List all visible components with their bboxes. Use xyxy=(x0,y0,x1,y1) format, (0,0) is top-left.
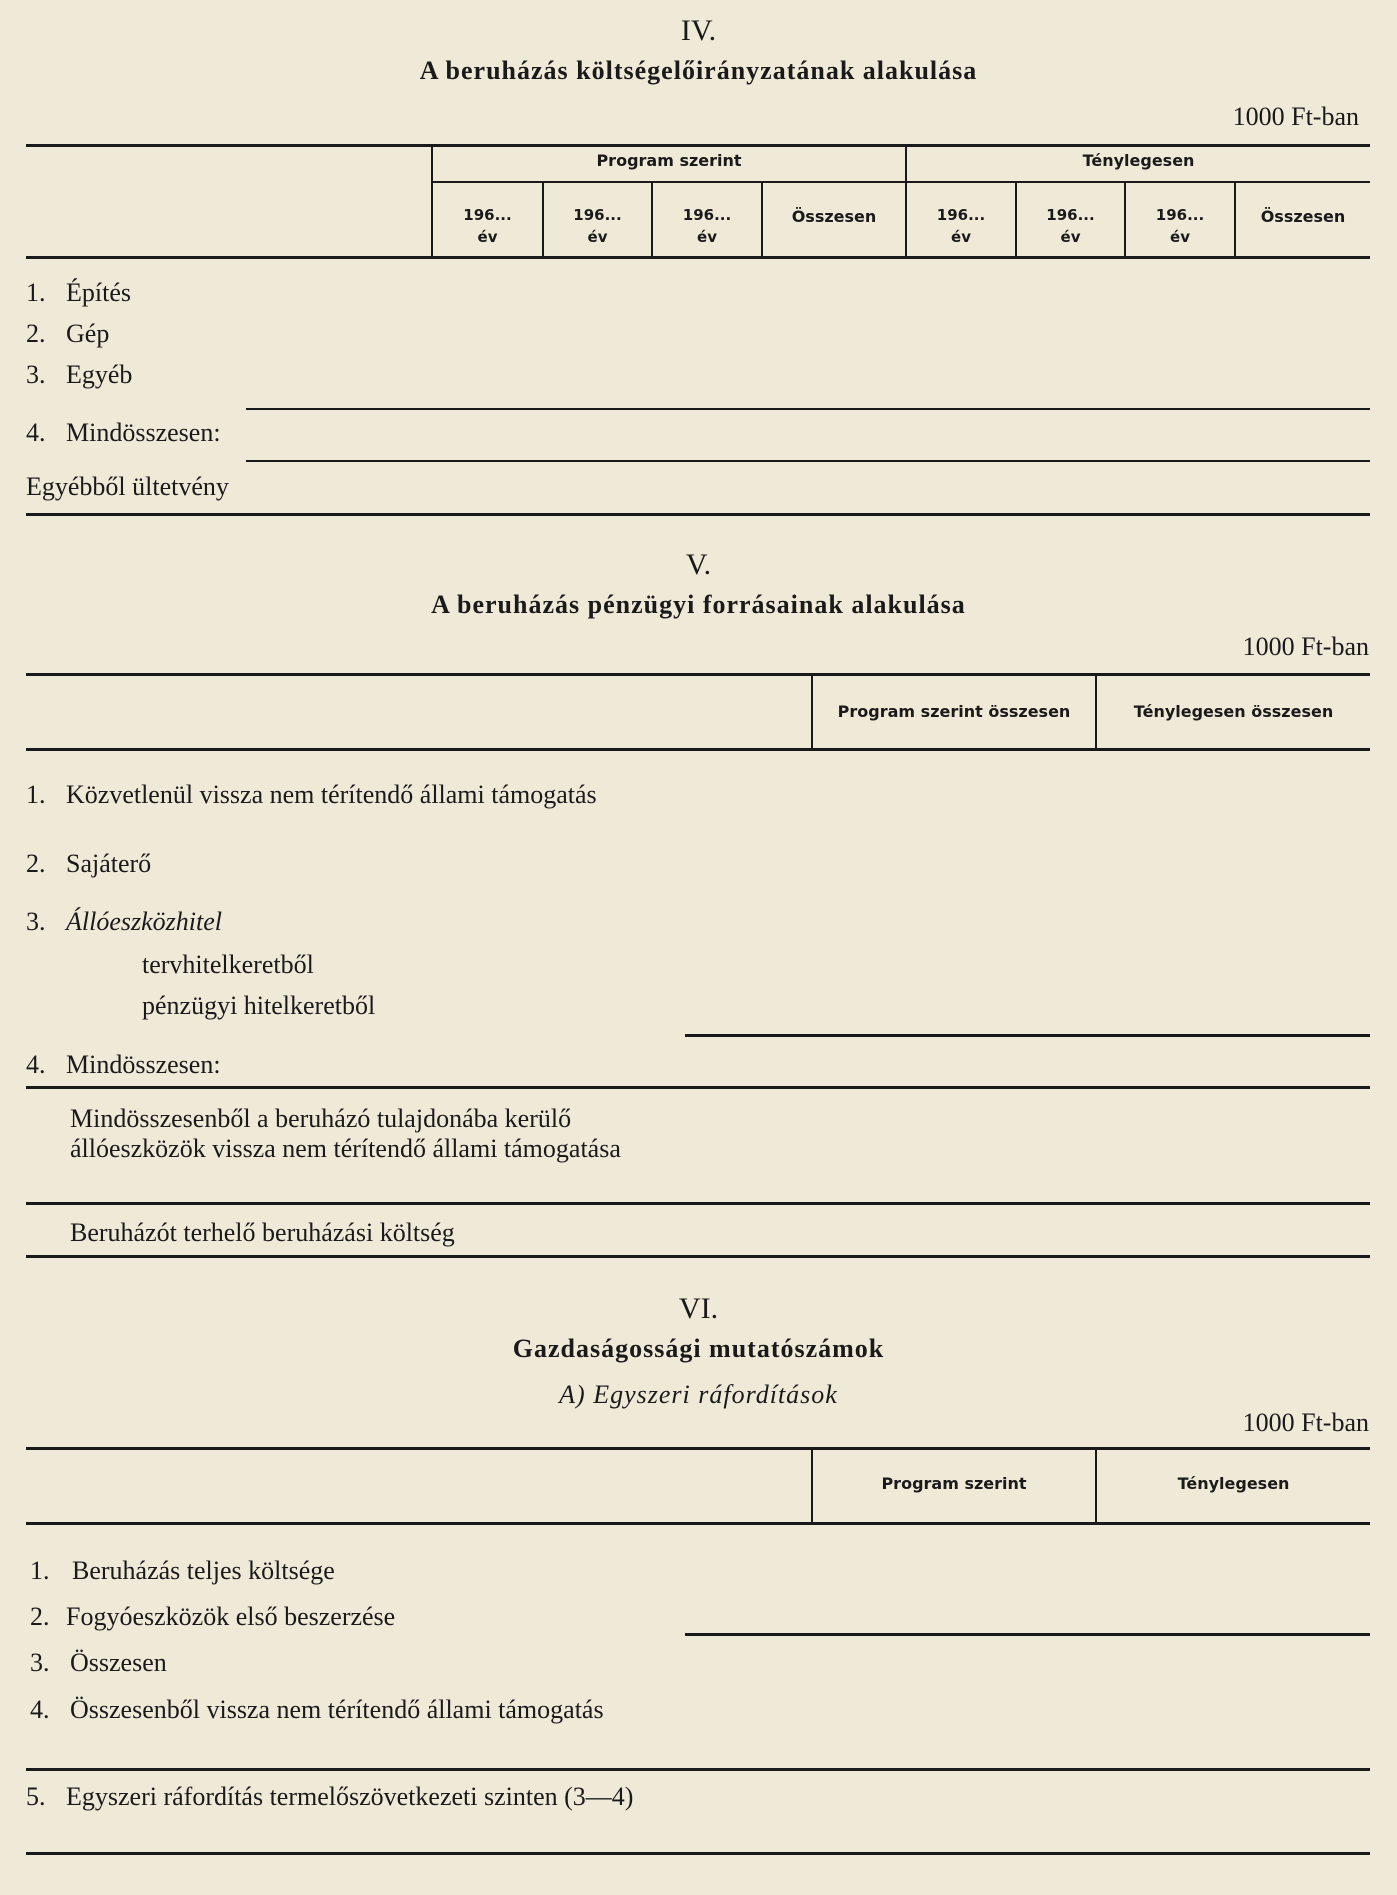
table-v-top-rule xyxy=(26,673,1370,676)
header-year xyxy=(907,204,1015,248)
row-number: 3. xyxy=(30,1648,50,1677)
row-label: Mindösszesen: xyxy=(66,1050,221,1079)
row-label: Egyéb xyxy=(66,360,133,389)
row-number: 3. xyxy=(26,907,46,936)
year-suffix: év xyxy=(697,228,717,246)
year-suffix: év xyxy=(477,228,498,246)
row-number: 1. xyxy=(26,780,46,809)
year-suffix: év xyxy=(1170,228,1190,246)
row-label: Összesen xyxy=(70,1648,167,1677)
row-label: Gép xyxy=(66,319,110,348)
header-year xyxy=(544,204,651,248)
table-row: tervhitelkeretből xyxy=(142,950,314,979)
table-vi-header-rule xyxy=(26,1522,1370,1525)
header-actual: Ténylegesen xyxy=(1177,1474,1290,1493)
total-rule xyxy=(246,460,1370,462)
row-number: 2. xyxy=(26,849,46,878)
table-row xyxy=(26,418,221,448)
header-year xyxy=(1017,204,1124,248)
subtotal-rule xyxy=(685,1633,1370,1636)
table-row: pénzügyi hitelkeretből xyxy=(142,991,376,1020)
table-iv-bottom-rule xyxy=(26,513,1370,516)
year-label: 196... xyxy=(936,206,986,224)
row-number: 4. xyxy=(26,1050,46,1079)
table-row: Egyébből ültetvény xyxy=(26,472,229,501)
table-row xyxy=(30,1695,690,1725)
row-label: Fogyóeszközök első beszerzése xyxy=(66,1602,396,1631)
table-row xyxy=(30,1648,167,1678)
section-iv-unit: 1000 Ft-ban xyxy=(1232,102,1359,131)
header-year xyxy=(653,204,761,248)
year-label: 196... xyxy=(682,206,732,224)
table-row xyxy=(26,1782,696,1812)
header-year xyxy=(1126,204,1234,248)
header-total: Összesen xyxy=(791,207,877,226)
row-label: Közvetlenül vissza nem térítendő állami támogatás xyxy=(66,780,597,809)
row-number: 2. xyxy=(26,319,46,348)
year-label: 196... xyxy=(1155,206,1205,224)
table-vi-bottom-rule xyxy=(26,1852,1370,1855)
row-label: Összesenből vissza nem térítendő állami támogatás xyxy=(70,1695,604,1724)
table-iv-header-rule xyxy=(26,256,1370,259)
section-vi-title: Gazdaságossági mutatószámok xyxy=(512,1334,885,1363)
table-row xyxy=(26,849,151,879)
section-vi-number: VI. xyxy=(678,1292,719,1325)
table-row xyxy=(26,907,222,937)
table-row xyxy=(26,278,131,308)
row-number: 2. xyxy=(30,1602,50,1631)
table-row: Mindösszesenből a beruházó tulajdonába kerülő állóeszközök vissza nem térítendő állami támogatása xyxy=(70,1104,621,1163)
year-suffix: év xyxy=(951,228,971,246)
table-row xyxy=(30,1602,395,1632)
row-number: 1. xyxy=(30,1556,50,1585)
year-label: 196... xyxy=(1046,206,1095,224)
section-vi-subtitle: A) Egyszeri ráfordítások xyxy=(559,1380,838,1409)
row-label: Állóeszközhitel xyxy=(66,907,222,936)
year-label: 196... xyxy=(463,206,512,224)
row-label: Egyszeri ráfordítás termelőszövetkezeti szinten (3—4) xyxy=(66,1782,634,1811)
row-label: Beruházás teljes költsége xyxy=(72,1556,335,1585)
subtotal-rule xyxy=(685,1034,1370,1037)
table-row xyxy=(26,360,132,390)
row-number: 3. xyxy=(26,360,46,389)
table-iv-group-rule xyxy=(432,181,1370,183)
total-rule xyxy=(26,1086,1370,1089)
table-row xyxy=(26,780,696,810)
table-v-header-rule xyxy=(26,748,1370,751)
section-v-title: A beruházás pénzügyi forrásainak alakulása xyxy=(431,590,966,619)
row-rule xyxy=(26,1768,1370,1771)
section-iv-title: A beruházás költségelőirányzatának alakulása xyxy=(419,56,978,85)
year-label: 196... xyxy=(573,206,622,224)
header-program: Program szerint xyxy=(881,1474,1027,1493)
header-program-szerint: Program szerint xyxy=(596,151,742,170)
row-rule xyxy=(26,1202,1370,1205)
row-number: 4. xyxy=(26,418,46,447)
year-suffix: év xyxy=(1060,228,1081,246)
row-number: 4. xyxy=(30,1695,50,1724)
header-year xyxy=(433,204,542,248)
section-iv-number: IV. xyxy=(680,14,717,47)
year-suffix: év xyxy=(587,228,608,246)
table-iv-top-rule xyxy=(26,144,1370,147)
table-row xyxy=(26,1050,221,1080)
section-vi-unit: 1000 Ft-ban xyxy=(1242,1408,1369,1437)
subtotal-rule xyxy=(246,408,1370,410)
section-v-unit: 1000 Ft-ban xyxy=(1242,632,1369,661)
row-label: Építés xyxy=(66,278,131,307)
row-number: 5. xyxy=(26,1782,46,1811)
table-vi-top-rule xyxy=(26,1447,1370,1450)
row-number: 1. xyxy=(26,278,46,307)
header-program-total: Program szerint összesen xyxy=(837,702,1071,721)
row-label: Mindösszesen: xyxy=(66,418,221,447)
header-total: Összesen xyxy=(1260,207,1346,226)
header-actual-total: Ténylegesen összesen xyxy=(1133,702,1334,721)
table-v-bottom-rule xyxy=(26,1255,1370,1258)
table-row xyxy=(26,319,109,349)
row-label: Sajáterő xyxy=(66,849,152,878)
table-row xyxy=(30,1556,335,1586)
section-v-number: V. xyxy=(685,548,712,581)
table-row: Beruházót terhelő beruházási költség xyxy=(70,1218,455,1247)
header-tenylegesen: Ténylegesen xyxy=(1082,151,1195,170)
